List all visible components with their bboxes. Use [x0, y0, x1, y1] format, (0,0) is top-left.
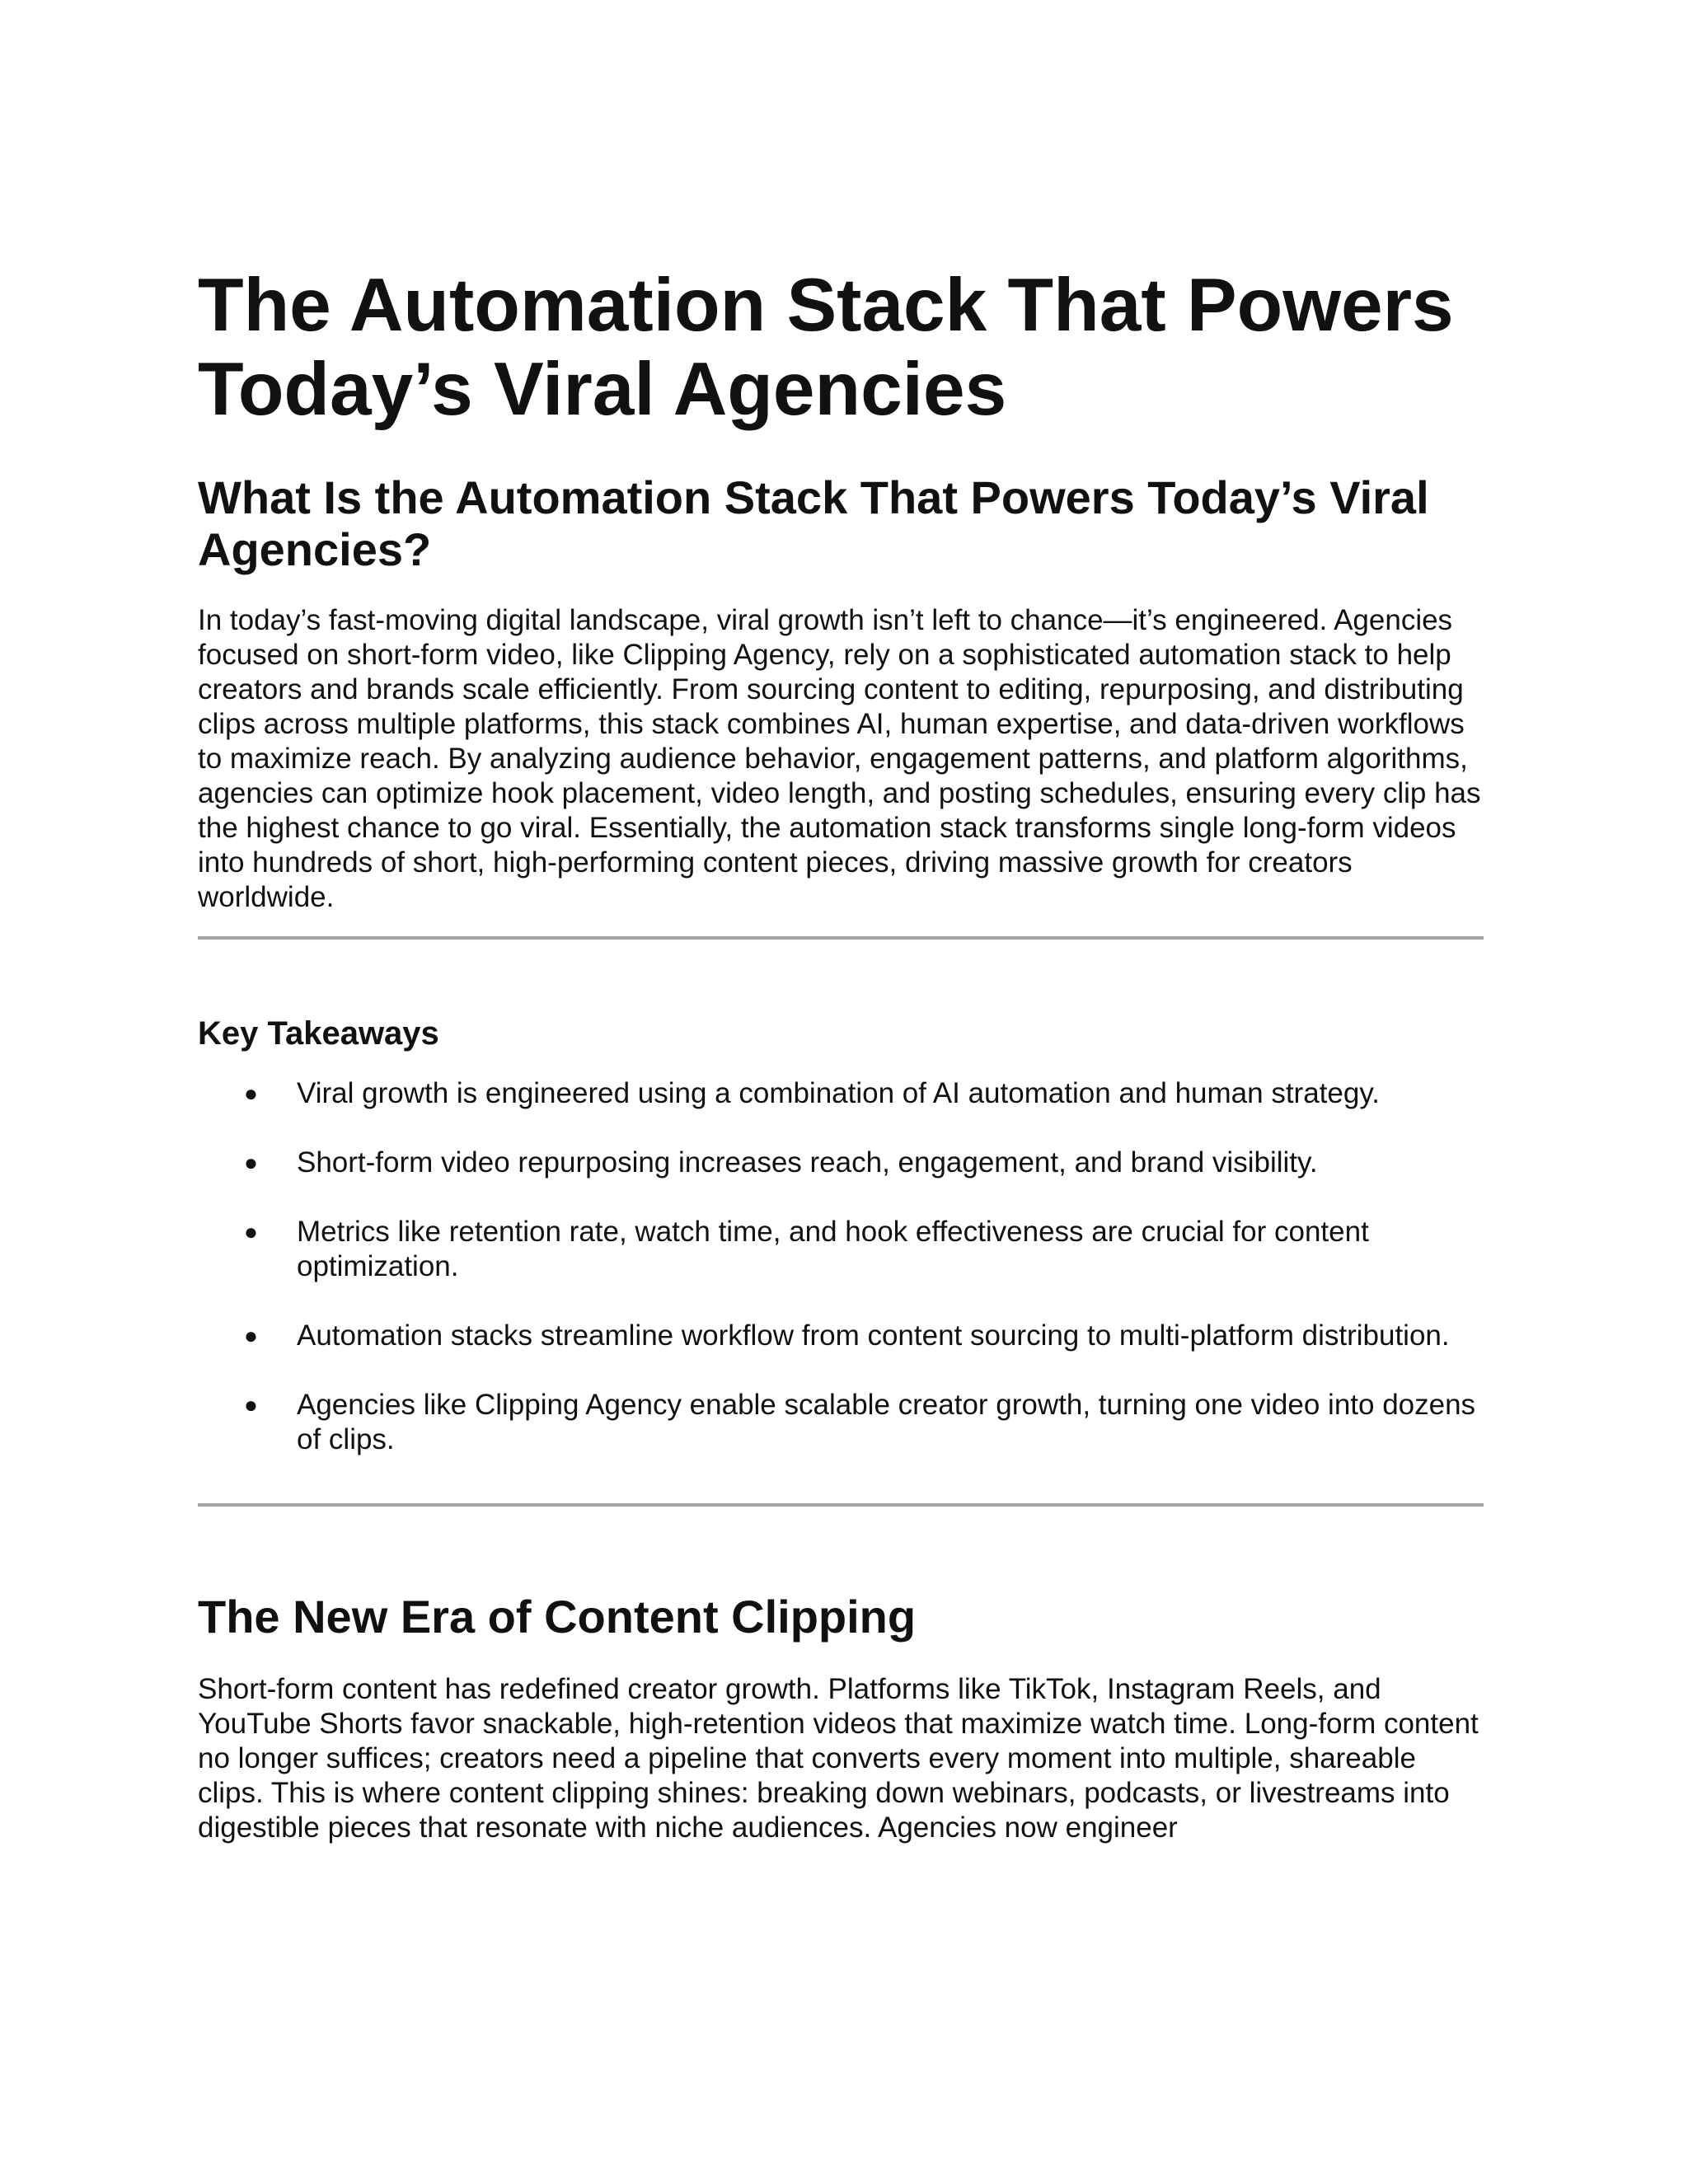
list-item	[198, 1146, 1484, 1180]
list-item-text: Metrics like retention rate, watch time, and hook effectiveness are crucial for content optimization.	[297, 1216, 1369, 1282]
list-item-text: Agencies like Clipping Agency enable scalable creator growth, turning one video into dozens of clips.	[297, 1389, 1476, 1455]
intro-heading: What Is the Automation Stack That Powers Today’s Viral Agencies?	[198, 471, 1429, 575]
list-item	[198, 1388, 1484, 1457]
section-divider	[198, 1503, 1484, 1507]
key-takeaways-heading: Key Takeaways	[198, 1015, 439, 1052]
bullet-icon: ●	[244, 1150, 258, 1175]
list-item	[198, 1319, 1484, 1353]
section-paragraph: Short-form content has redefined creator growth. Platforms like TikTok, Instagram Reels, and YouTube Shorts favor snackable, high-retention videos that maximize watch time. Long-form content no longer suffices; creators need a pipeline that converts every moment into multiple, shareable clips. This is where content clipping shines: breaking down webinars, podcasts, or livestreams into digestible pieces that resonate with niche audiences. Agencies now engineer	[198, 1673, 1479, 1844]
bullet-icon: ●	[244, 1323, 258, 1348]
section-divider	[198, 936, 1484, 940]
key-takeaways-list	[198, 1076, 1484, 1457]
list-item-text: Viral growth is engineered using a combination of AI automation and human strategy.	[297, 1077, 1380, 1109]
section-heading: The New Era of Content Clipping	[198, 1591, 917, 1643]
list-item-text: Automation stacks streamline workflow from content sourcing to multi-platform distribution.	[297, 1319, 1450, 1352]
bullet-icon: ●	[244, 1392, 258, 1418]
document-content	[198, 264, 1484, 1845]
list-item	[198, 1215, 1484, 1284]
intro-paragraph: In today’s fast-moving digital landscape, viral growth isn’t left to chance—it’s engineered. Agencies focused on short-form video, like Clipping Agency, rely on a sophisticated automation stack to help creators and brands scale efficiently. From sourcing content to editing, repurposing, and distributing clips across multiple platforms, this stack combines AI, human expertise, and data-driven workflows to maximize reach. By analyzing audience behavior, engagement patterns, and platform algorithms, agencies can optimize hook placement, video length, and posting schedules, ensuring every clip has the highest chance to go viral. Essentially, the automation stack transforms single long-form videos into hundreds of short, high-performing content pieces, driving massive growth for creators worldwide.	[198, 604, 1481, 913]
list-item	[198, 1076, 1484, 1111]
bullet-icon: ●	[244, 1080, 258, 1106]
document-title: The Automation Stack That Powers Today’s Viral Agencies	[198, 264, 1454, 431]
list-item-text: Short-form video repurposing increases reach, engagement, and brand visibility.	[297, 1146, 1318, 1179]
bullet-icon: ●	[244, 1219, 258, 1244]
